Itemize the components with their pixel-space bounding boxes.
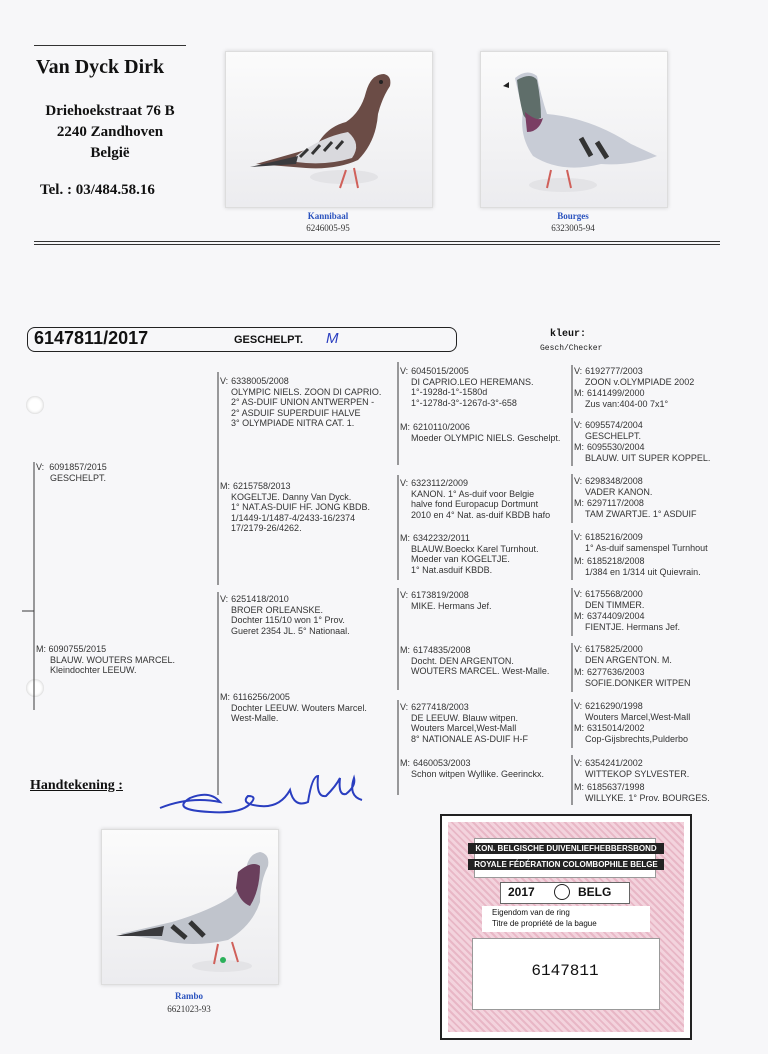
gen3-parent-label: M: [400,533,410,543]
gen2-line: Gueret 2354 JL. 5° Nationaal. [231,625,350,636]
gen3-ring: 6323112/2009 [411,478,469,488]
gen3-entry [400,478,550,520]
gen2-line: OLYMPIC NIELS. ZOON DI CAPRIO. [231,386,382,397]
certificate-line2: ROYALE FÉDÉRATION COLOMBOPHILE BELGE [468,859,664,870]
gen2-line: 1/1449-1/1487-4/2433-16/2374 [231,512,356,523]
gen2-line: Dochter 115/10 won 1° Prov. [231,615,345,625]
gen3-ring: 6173819/2008 [411,590,469,600]
gen1-dam-ring: 6090755/2015 [48,644,107,654]
gen3-parent-label: V: [400,478,409,488]
gen2-entry [220,692,367,724]
gen4-parent-label: V: [574,589,583,599]
photo-name-rambo: Rambo [174,991,203,1001]
gen4-line: FIENTJE. Hermans Jef. [585,621,681,632]
gen2-line: BROER ORLEANSKE. [231,604,324,615]
gen4-entry [574,667,691,688]
ring-certificate [440,814,692,1040]
gen3-entry [400,533,539,575]
gen3-parent-label: M: [400,645,410,655]
gen4-line: BLAUW. UIT SUPER KOPPEL. [585,452,711,463]
gen1-dam-line: Kleindochter LEEUW. [50,665,137,675]
gen2-entry [220,481,370,534]
gen4-line: DEN ARGENTON. M. [585,654,672,665]
sire-label: V: [36,462,45,472]
gen4-entry [574,420,643,441]
gen1-dam-line: BLAUW. WOUTERS MARCEL. [50,654,176,665]
gen4-entry [574,701,690,722]
gen4-parent-label: M: [574,782,584,792]
certificate-country: BELG [578,885,612,899]
breeder-phone: Tel. : 03/484.58.16 [40,182,155,198]
gen2-ring: 6338005/2008 [231,376,289,386]
gen4-line: SOFIE.DONKER WITPEN [585,677,691,688]
gen4-ring: 6175568/2000 [585,589,643,599]
gen4-parent-label: M: [574,556,584,566]
gen2-line: West-Malle. [231,713,279,723]
gen4-line: TAM ZWARTJE. 1° ASDUIF [585,508,697,519]
gen4-ring: 6374409/2004 [587,611,645,621]
gen4-ring: 6185637/1998 [587,782,645,792]
gen4-entry [574,556,701,577]
gen4-parent-label: M: [574,442,584,452]
certificate-owner-nl: Eigendom van de ring [492,908,570,917]
gen3-line: 1° Nat.asduif KBDB. [411,564,493,575]
gen3-line: Moeder OLYMPIC NIELS. Geschelpt. [411,432,561,443]
photo-name-kannibaal: Kannibaal [307,211,349,221]
gen4-parent-label: M: [574,723,584,733]
gen2-line: 2° ASDUIF SUPERDUIF HALVE [231,407,361,418]
gen3-line: 1°-1278d-3°-1267d-3°-658 [411,397,517,408]
color-label: kleur: [550,329,587,340]
gen2-line: 1° NAT.AS-DUIF HF. JONG KBDB. [231,502,370,512]
gen3-line: 1°-1928d-1°-1580d [411,387,488,397]
gen4-parent-label: V: [574,366,583,376]
gen1-sire [36,462,107,483]
gen2-line: 3° OLYMPIADE NITRA CAT. 1. [231,418,355,428]
gen4-line: Wouters Marcel,West-Mall [585,711,691,722]
gen4-parent-label: V: [574,476,583,486]
gen3-ring: 6342232/2011 [413,533,470,543]
gen4-line: WILLYKE. 1° Prov. BOURGES. [585,792,710,803]
gen3-entry [400,758,544,779]
gen4-line: Cop-Gijsbrechts,Pulderbo [585,733,689,744]
gen4-ring: 6315014/2002 [587,723,645,733]
gen3-parent-label: M: [400,422,410,432]
gen3-parent-label: V: [400,702,409,712]
gen3-parent-label: V: [400,590,409,600]
gen4-ring: 6185218/2008 [587,556,645,566]
gen3-line: 2010 en 4° Nat. as-duif KBDB hafo [411,509,551,520]
gen3-line: KANON. 1° As-duif voor Belgie [411,488,535,499]
gen4-parent-label: V: [574,701,583,711]
dam-label: M: [36,644,46,654]
photo-ring-kannibaal: 6246005-95 [306,223,350,233]
gen2-ring: 6215758/2013 [233,481,291,491]
gen4-line: 1/384 en 1/314 uit Quievrain. [585,566,701,577]
gen4-ring: 6216290/1998 [585,701,643,711]
gen2-line: Dochter LEEUW. Wouters Marcel. [231,702,367,713]
gen3-line: Wouters Marcel,West-Mall [411,723,517,733]
gen4-entry [574,366,694,387]
gen4-parent-label: V: [574,644,583,654]
gen4-ring: 6192777/2003 [585,366,643,376]
gen2-line: KOGELTJE. Danny Van Dyck. [231,491,352,502]
gen1-sire-line: GESCHELPT. [50,472,107,483]
gen4-entry [574,532,708,553]
certificate-owner-fr: Titre de propriété de la bague [492,919,597,928]
gen4-entry [574,723,688,744]
gen4-parent-label: M: [574,611,584,621]
gen2-entry [220,594,350,636]
color-value: Gesch/Checker [540,344,603,353]
gen4-entry [574,758,689,779]
gen4-entry [574,611,680,632]
gen2-ring: 6251418/2010 [231,594,289,604]
gen2-parent-label: V: [220,594,229,604]
gen3-line: WOUTERS MARCEL. West-Malle. [411,666,550,676]
gen4-ring: 6297117/2008 [587,498,644,508]
signature-icon [150,766,390,824]
breeder-name: Van Dyck Dirk [36,56,165,78]
gen2-parent-label: M: [220,481,230,491]
gen4-ring: 6277636/2003 [587,667,645,677]
gen3-ring: 6277418/2003 [411,702,469,712]
gen3-parent-label: V: [400,366,409,376]
gen4-ring: 6185216/2009 [585,532,643,542]
gen4-ring: 6298348/2008 [585,476,643,486]
certificate-number: 6147811 [531,962,599,980]
gen4-parent-label: M: [574,498,584,508]
gen4-ring: 6175825/2000 [585,644,643,654]
gen4-line: DEN TIMMER. [585,599,645,610]
breeder-country: België [90,145,130,161]
gen2-ring: 6116256/2005 [233,692,290,702]
gen3-entry [400,590,492,611]
pigeon-sex: M [326,330,339,347]
pigeon-photo-icon [102,830,278,984]
gen4-entry [574,388,668,409]
gen4-parent-label: M: [574,667,584,677]
photo-rambo [101,829,279,985]
pigeon-ring: 6147811/2017 [34,328,149,348]
gen4-entry [574,782,710,803]
gen2-entry [220,376,381,429]
gen4-line: GESCHELPT. [585,430,642,441]
gen3-line: 8° NATIONALE AS-DUIF H-F [411,733,528,744]
gen4-line: 1° As-duif samenspel Turnhout [585,542,708,553]
gen3-entry [400,366,534,408]
photo-ring-bourges: 6323005-94 [551,223,595,233]
gen3-parent-label: M: [400,758,410,768]
gen4-ring: 6095574/2004 [585,420,643,430]
gen4-parent-label: V: [574,532,583,542]
photo-ring-rambo: 6621023-93 [167,1004,211,1014]
gen4-entry [574,498,696,519]
breeder-street: Driehoekstraat 76 B [45,103,175,119]
gen4-line: WITTEKOP SYLVESTER. [585,768,690,779]
gen3-line: MIKE. Hermans Jef. [411,600,492,611]
photo-name-bourges: Bourges [557,211,589,221]
gen3-entry [400,645,549,677]
gen3-line: Docht. DEN ARGENTON. [411,655,514,666]
breeder-city: 2240 Zandhoven [56,124,164,140]
gen3-line: BLAUW.Boeckx Karel Turnhout. [411,543,539,554]
gen4-entry [574,442,710,463]
gen3-entry [400,422,560,443]
gen4-entry [574,589,644,610]
gen2-parent-label: M: [220,692,230,702]
gen3-ring: 6045015/2005 [411,366,469,376]
gen4-parent-label: M: [574,388,584,398]
gen4-entry [574,644,672,665]
gen2-line: 17/2179-26/4262. [231,523,302,533]
certificate-year: 2017 [508,885,535,899]
gen1-dam [36,644,175,676]
signature-label: Handtekening : [30,778,123,793]
crown-icon [554,884,570,900]
gen4-ring: 6354241/2002 [585,758,643,768]
gen3-ring: 6210110/2006 [413,422,470,432]
gen3-line: Moeder van KOGELTJE. [411,554,510,564]
gen3-line: DE LEEUW. Blauw witpen. [411,712,519,723]
gen4-ring: 6095530/2004 [587,442,645,452]
gen4-ring: 6141499/2000 [587,388,645,398]
gen3-ring: 6460053/2003 [413,758,471,768]
gen4-line: Zus van:404-00 7x1° [585,398,669,409]
gen4-entry [574,476,652,497]
gen3-line: DI CAPRIO.LEO HEREMANS. [411,376,534,387]
pigeon-type: GESCHELPT. [234,334,304,346]
gen3-ring: 6174835/2008 [413,645,471,655]
gen3-entry [400,702,528,744]
gen4-line: VADER KANON. [585,486,653,497]
gen3-line: halve fond Europacup Dortmunt [411,499,539,509]
gen2-line: 2° AS-DUIF UNION ANTWERPEN - [231,397,375,407]
gen3-line: Schon witpen Wyllike. Geerinckx. [411,768,544,779]
gen2-parent-label: V: [220,376,229,386]
gen1-sire-ring: 6091857/2015 [49,462,107,472]
gen4-parent-label: V: [574,758,583,768]
gen4-parent-label: V: [574,420,583,430]
gen4-line: ZOON v.OLYMPIADE 2002 [585,376,695,387]
certificate-line1: KON. BELGISCHE DUIVENLIEFHEBBERSBOND [468,843,664,854]
